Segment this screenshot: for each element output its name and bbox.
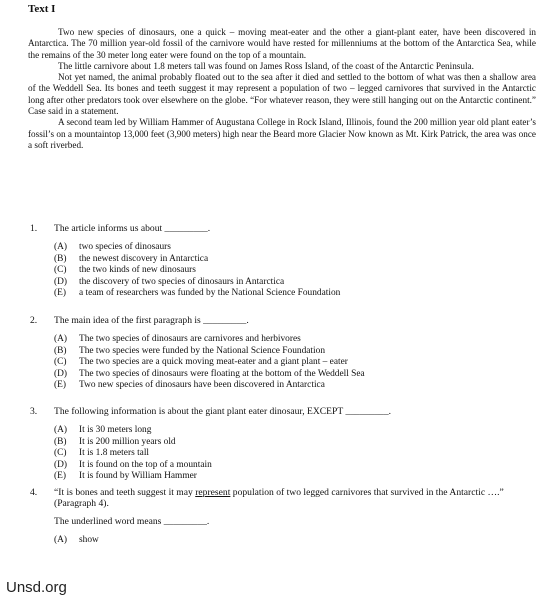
option-letter: (A) (54, 242, 68, 253)
option-d (54, 277, 536, 288)
option-c (54, 448, 536, 459)
watermark-footer: Unsd.org (6, 579, 67, 596)
option-letter: (B) (54, 345, 67, 356)
option-e (54, 471, 536, 482)
option-text: It is found on the top of a mountain (79, 459, 212, 470)
underlined-word: represent (195, 487, 231, 498)
question-text (54, 487, 536, 510)
option-letter: (B) (54, 253, 67, 264)
option-text: It is 30 meters long (79, 425, 152, 436)
option-text: the discovery of two species of dinosaurs in Antarctica (79, 276, 285, 287)
paragraph-3: Not yet named, the animal probably floated out to the sea after it died and settled to the bottom of what was then a shallow area of the Weddell Sea. Its bones and teeth suggest it may represent a population of two – legged carnivores that survived in the Antarctic long after other predators took over elsewhere on the globe. “For whatever reason, they were still hanging out on the Antarctic continent.” Case said in a statement. (28, 72, 536, 117)
option-letter: (E) (54, 471, 66, 482)
question-text-after: population of two legged carnivores that survived in the Antarctic ….” (Paragraph 4). (54, 487, 504, 510)
option-letter: (A) (54, 535, 68, 546)
option-text: a team of researchers was funded by the National Science Foundation (79, 288, 341, 299)
text-title: Text I (28, 3, 56, 15)
option-e (54, 380, 536, 391)
option-c (54, 357, 536, 368)
options-list (54, 425, 536, 482)
option-b (54, 254, 536, 265)
option-letter: (A) (54, 425, 68, 436)
question-4 (28, 487, 536, 547)
option-text: The two species of dinosaurs are carnivores and herbivores (79, 334, 301, 345)
question-1 (28, 223, 536, 299)
option-letter: (C) (54, 265, 67, 276)
option-a (54, 334, 536, 345)
option-text: It is 1.8 meters tall (79, 448, 150, 459)
option-letter: (D) (54, 368, 68, 379)
option-letter: (E) (54, 380, 66, 391)
question-number: 3. (30, 406, 38, 417)
option-text: Two new species of dinosaurs have been discovered in Antarctica (79, 380, 325, 391)
option-letter: (C) (54, 357, 67, 368)
option-letter: (E) (54, 288, 66, 299)
question-number: 2. (30, 315, 38, 326)
option-text: The two species are a quick moving meat-eater and a giant plant – eater (79, 357, 348, 368)
question-number: 4. (30, 487, 38, 498)
options-list (54, 535, 536, 546)
paragraph-4: A second team led by William Hammer of Augustana College in Rock Island, Illinois, found the 200 million year old plant eater’s fossil’s on a mountaintop 13,000 feet (3,900 meters) high near the Beard more Glacier Now known as Mt. Kirk Patrick, the area was once a soft riverbed. (28, 117, 536, 150)
option-text: The two species were funded by the National Science Foundation (79, 345, 326, 356)
option-text: It is 200 million years old (79, 436, 176, 447)
option-b (54, 437, 536, 448)
option-letter: (D) (54, 459, 68, 470)
question-text: The following information is about the giant plant eater dinosaur, EXCEPT _________. (54, 406, 392, 417)
reading-passage (28, 27, 536, 151)
option-a (54, 535, 536, 546)
option-text: two species of dinosaurs (79, 242, 171, 253)
question-text-before: “It is bones and teeth suggest it may (54, 487, 196, 498)
question-number: 1. (30, 223, 38, 234)
paragraph-1: Two new species of dinosaurs, one a quick – moving meat-eater and the other a giant-plant eater, have been discovered in Antarctica. The 70 million year-old fossil of the carnivore would have rested for millenniums at the bottom of the Antarctica Sea, while the remains of the 30 meter long eater were found on the top of a mountain. (28, 27, 536, 60)
option-letter: (C) (54, 448, 67, 459)
question-text: The article informs us about _________. (54, 223, 211, 234)
options-list (54, 334, 536, 391)
option-text: The two species of dinosaurs were floating at the bottom of the Weddell Sea (79, 368, 365, 379)
option-c (54, 265, 536, 276)
option-text: the newest discovery in Antarctica (79, 253, 209, 264)
options-list (54, 242, 536, 299)
question-text: The main idea of the first paragraph is _________. (54, 315, 249, 326)
question-2 (28, 315, 536, 391)
option-text: show (79, 535, 99, 546)
option-d (54, 369, 536, 380)
option-text: It is found by William Hammer (79, 471, 197, 482)
option-letter: (B) (54, 436, 67, 447)
option-letter: (D) (54, 276, 68, 287)
option-a (54, 242, 536, 253)
question-prompt: The underlined word means _________. (54, 515, 210, 527)
option-a (54, 425, 536, 436)
paragraph-2: The little carnivore about 1.8 meters tall was found on James Ross Island, of the coast of the Antarctic Peninsula. (58, 60, 474, 71)
option-text: the two kinds of new dinosaurs (79, 265, 196, 276)
option-b (54, 346, 536, 357)
option-e (54, 288, 536, 299)
option-letter: (A) (54, 334, 68, 345)
question-3 (28, 406, 536, 482)
option-d (54, 460, 536, 471)
